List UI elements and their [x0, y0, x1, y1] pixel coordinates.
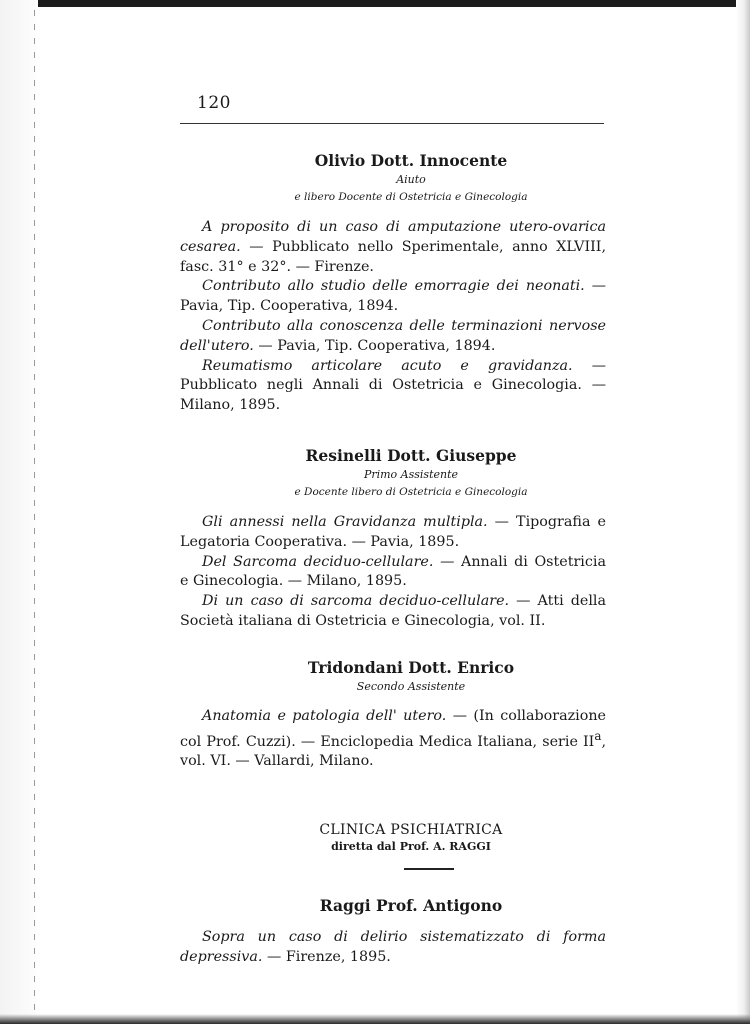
publication-list: [180, 513, 606, 632]
section-resinelli: [180, 446, 606, 632]
series-superscript: a: [594, 728, 602, 743]
publication-details: — Pavia, Tip. Cooperativa, 1894.: [180, 278, 607, 315]
author-subrole: e Docente libero di Ostetricia e Ginecologia: [294, 485, 528, 498]
publication-list: [180, 707, 606, 772]
publication-details: — Tipografia e Legatoria Cooperativa. — Pavia, 1895.: [180, 513, 606, 550]
section-raggi: [180, 896, 606, 968]
scan-left-margin: [0, 0, 38, 1024]
clinic-director: diretta dal Prof. A. RAGGI: [331, 839, 491, 853]
author-name: Tridondani Dott. Enrico: [307, 657, 515, 677]
publication-title: Contributo allo studio delle emorragie dei neonati.: [202, 278, 585, 295]
publication-details: — Pubblicato negli Annali di Ostetricia e Ginecologia. — Milano, 1895.: [180, 357, 607, 414]
publication-details: — Firenze, 1895.: [262, 948, 391, 965]
publication-list: [180, 218, 606, 416]
author-subrole: e libero Docente di Ostetricia e Ginecologia: [294, 191, 528, 203]
publication-entry: [180, 277, 606, 317]
author-role: Aiuto: [396, 173, 426, 186]
publication-details: — (In collaborazione col Prof. Cuzzi). — Enciclopedia Medica Italiana, serie II: [180, 707, 606, 750]
header-rule: [180, 123, 604, 124]
publication-details-cont: , vol. VI. — Vallardi, Milano.: [180, 733, 606, 770]
publication-title: Reumatismo articolare acuto e gravidanza.: [202, 357, 573, 374]
publication-list: [180, 928, 606, 968]
publication-details: — Annali di Ostetricia e Ginecologia. — Milano, 1895.: [180, 553, 606, 590]
section-tridondani: [180, 658, 606, 772]
publication-title: Sopra un caso di delirio sistematizzato di forma depressiva.: [180, 928, 606, 965]
publication-title: A proposito di un caso di amputazione utero-ovarica cesarea.: [180, 219, 606, 255]
author-name: Olivio Dott. Innocente: [314, 151, 508, 170]
author-role: Secondo Assistente: [356, 679, 466, 693]
publication-entry: [180, 928, 606, 968]
section-divider: [404, 868, 454, 870]
publication-entry: [180, 218, 606, 277]
publication-details: — Pubblicato nello Sperimentale, anno XLVIII, fasc. 31° e 32°. — Firenze.: [180, 238, 606, 275]
publication-entry: [180, 357, 606, 416]
publication-entry: [180, 513, 606, 553]
publication-title: Contributo alla conoscenza delle terminazioni nervose dell'utero.: [180, 317, 606, 354]
publication-title: Del Sarcoma deciduo-cellulare.: [202, 553, 434, 570]
publication-entry: [180, 317, 606, 357]
publication-details: — Atti della Società italiana di Ostetricia e Ginecologia, vol. II.: [180, 593, 606, 629]
author-name: Raggi Prof. Antigono: [319, 895, 503, 915]
author-role: Primo Assistente: [363, 467, 459, 481]
clinic-title: CLINICA PSICHIATRICA: [319, 821, 503, 838]
scan-right-edge: [736, 0, 750, 1024]
page-content: [180, 151, 606, 968]
publication-title: Anatomia e patologia dell' utero.: [202, 707, 447, 724]
publication-title: Gli annessi nella Gravidanza multipla.: [202, 513, 488, 530]
section-olivio: [180, 151, 606, 416]
publication-entry: [180, 592, 606, 632]
scan-top-edge: [0, 0, 750, 7]
publication-title: Di un caso di sarcoma deciduo-cellulare.: [202, 593, 510, 610]
publication-entry: [180, 707, 606, 772]
publication-entry: [180, 553, 606, 593]
page-number: 120: [197, 93, 231, 113]
scan-bottom-edge: [0, 1014, 750, 1024]
author-name: Resinelli Dott. Giuseppe: [305, 445, 517, 465]
publication-details: — Pavia, Tip. Cooperativa, 1894.: [253, 337, 496, 354]
